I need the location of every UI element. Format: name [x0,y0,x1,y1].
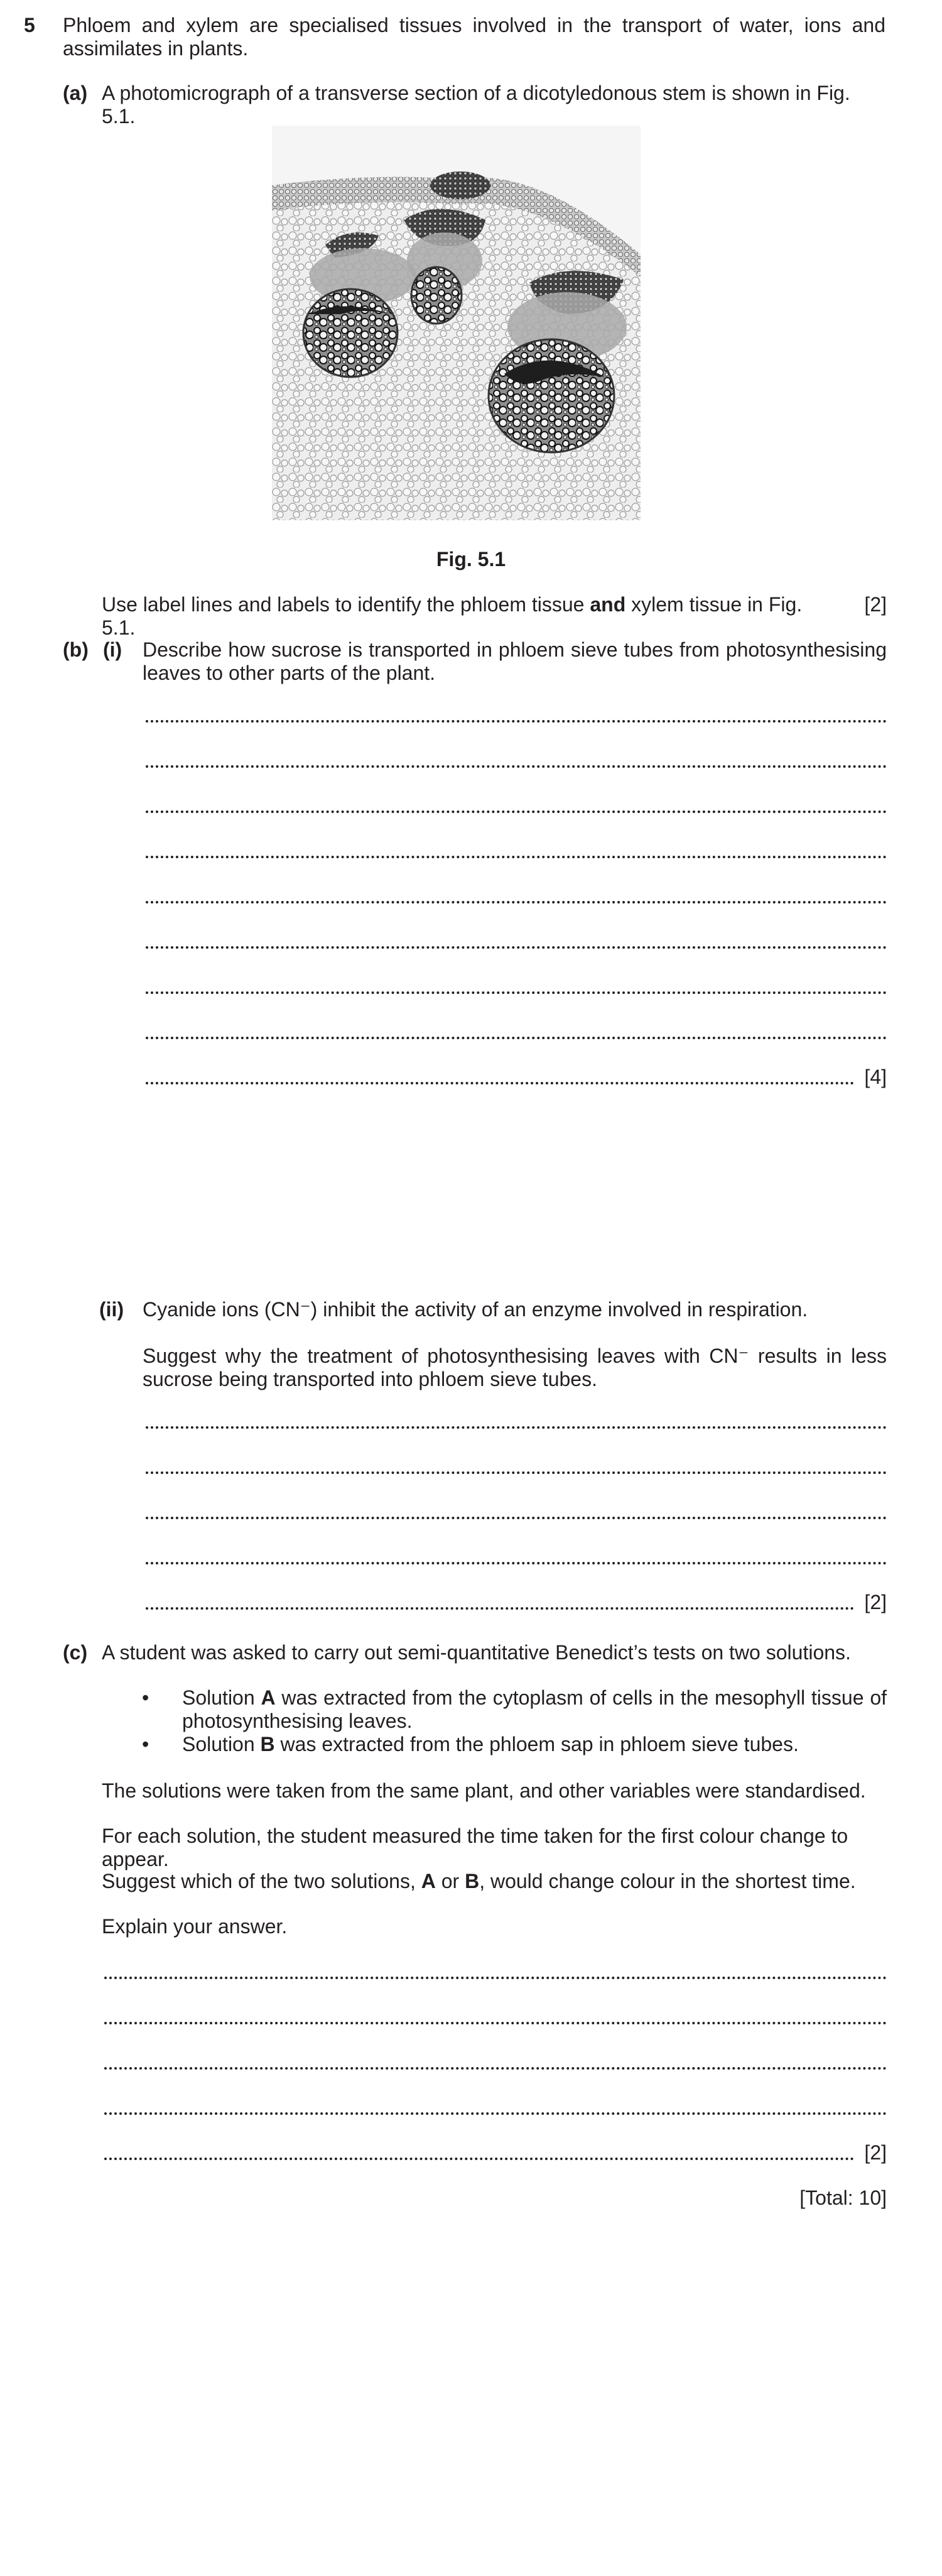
part-a-text: A photomicrograph of a transverse section of a dicotyledonous stem is shown in Fig. 5.1. [102,82,850,128]
bullet-item-a [182,1686,887,1733]
para-3-bold-a: A [421,1870,436,1892]
stem-micrograph-image [272,126,641,520]
para-3-text-3: , would change colour in the shortest time. [479,1870,856,1892]
part-a-label: (a) [63,82,88,104]
figure-caption: Fig. 5.1 [436,548,506,570]
part-b-ii-text: Cyanide ions (CN⁻) inhibit the activity of an enzyme involved in respiration. [143,1298,808,1321]
part-c-para-1: The solutions were taken from the same plant, and other variables were standardised. [102,1779,866,1802]
bullet-b-text-1: Solution [182,1733,261,1755]
answer-line[interactable] [146,1471,887,1474]
answer-line[interactable] [146,1082,854,1084]
part-c-text: A student was asked to carry out semi-quantitative Benedict’s tests on two solutions. [102,1641,851,1664]
part-b-i-text: Describe how sucrose is transported in phloem sieve tubes from photosynthesising leaves to other parts of the plant. [143,638,887,684]
instruction-text-1: Use label lines and labels to identify the phloem tissue [102,593,590,616]
part-b-i-label: (i) [103,638,122,661]
answer-line[interactable] [104,2067,887,2070]
para-3-bold-b: B [465,1870,480,1892]
answer-line[interactable] [104,2022,887,2024]
answer-line[interactable] [146,1607,854,1610]
part-b-i-marks: [4] [864,1066,887,1088]
bullet-a-text-1: Solution [182,1686,261,1709]
answer-line[interactable] [146,1517,887,1519]
part-c-label: (c) [63,1641,88,1664]
answer-line[interactable] [146,1562,887,1564]
instruction-bold-and: and [590,593,626,616]
part-c-para-3 [102,1870,887,1893]
answer-line[interactable] [104,1977,887,1979]
answer-line[interactable] [146,946,887,949]
question-intro: Phloem and xylem are specialised tissues involved in the transport of water, ions and assimilates in plants. [63,14,885,60]
bullet-b-bold: B [260,1733,275,1755]
bullet-b-text-2: was extracted from the phloem sap in phloem sieve tubes. [274,1733,799,1755]
para-3-text-1: Suggest which of the two solutions, [102,1870,421,1892]
bullet-symbol: • [142,1733,149,1755]
part-b-label: (b) [63,638,89,661]
bullet-a-bold: A [261,1686,276,1709]
answer-line[interactable] [146,765,887,768]
bullet-a-text-2: was extracted from the cytoplasm of cells in the mesophyll tissue of photosynthesising leaves. [182,1686,887,1732]
answer-line[interactable] [146,856,887,858]
part-b-ii-marks: [2] [864,1591,887,1613]
bullet-symbol: • [142,1686,149,1709]
para-3-text-2: or [435,1870,465,1892]
answer-line[interactable] [146,901,887,903]
part-a-instruction [102,593,824,640]
answer-line[interactable] [146,1037,887,1039]
total-marks: [Total: 10] [799,2186,887,2209]
part-b-ii-label: (ii) [99,1298,124,1321]
part-c-para-2: For each solution, the student measured the time taken for the first colour change to appear. [102,1825,848,1870]
instruction-text-2: xylem tissue in Fig. 5.1. [102,593,803,639]
part-c-para-4: Explain your answer. [102,1915,288,1938]
answer-line[interactable] [146,1426,887,1429]
answer-line[interactable] [104,2112,887,2115]
part-a-marks: [2] [864,593,887,616]
part-b-ii-prompt: Suggest why the treatment of photosynthesising leaves with CN⁻ results in less sucrose being transported into phloem sieve tubes. [143,1345,887,1390]
answer-line[interactable] [146,991,887,994]
part-c-marks: [2] [864,2141,887,2164]
question-number: 5 [24,14,35,36]
bullet-item-b [182,1733,887,1756]
answer-line[interactable] [146,810,887,813]
answer-line[interactable] [146,720,887,723]
answer-line[interactable] [104,2158,854,2160]
